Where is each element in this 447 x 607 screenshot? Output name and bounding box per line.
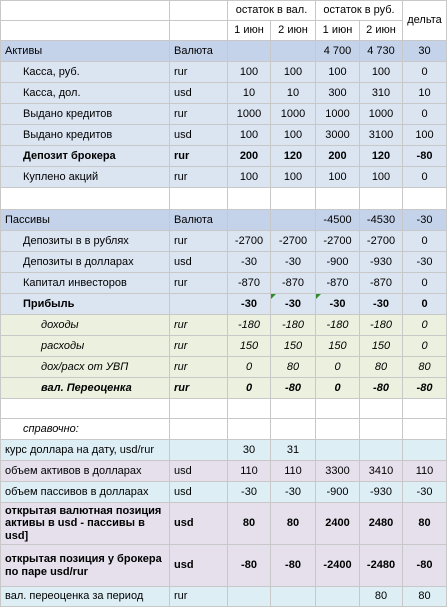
- table-row: Выдано кредитов usd 100 100 3000 3100 100: [1, 125, 447, 146]
- reference-header-row: [1, 419, 447, 440]
- header-date: 1 июн: [228, 21, 271, 41]
- table-row: Депозиты в в рублях rur -2700 -2700 -2700 -2700 0: [1, 231, 447, 252]
- table-row: вал. переоценка за период rur 80 80: [1, 587, 447, 607]
- table-row: курс доллара на дату, usd/rur 30 31: [1, 440, 447, 461]
- header-group-rub: остаток в руб.: [316, 1, 403, 21]
- table-row: расходы rur 150 150 150 150 0: [1, 336, 447, 357]
- spacer-row: [1, 399, 447, 419]
- header-date: 2 июн: [271, 21, 316, 41]
- table-row: Касса, дол. usd 10 10 300 310 10: [1, 83, 447, 104]
- table-row: Депозит брокера rur 200 120 200 120 -80: [1, 146, 447, 167]
- table-row: доходы rur -180 -180 -180 -180 0: [1, 315, 447, 336]
- table-row: объем активов в долларах usd 110 110 3300 3410 110: [1, 461, 447, 482]
- table-row: Куплено акций rur 100 100 100 100 0: [1, 167, 447, 188]
- table-row: объем пассивов в долларах usd -30 -30 -900 -930 -30: [1, 482, 447, 503]
- assets-header-row: Активы Валюта 4 700 4 730 30: [1, 41, 447, 62]
- table-row: Касса, руб. rur 100 100 100 100 0: [1, 62, 447, 83]
- table-row: Капитал инвесторов rur -870 -870 -870 -870 0: [1, 273, 447, 294]
- header-delta: дельта: [403, 1, 447, 41]
- table-row: вал. Переоценка rur 0 -80 0 -80 -80: [1, 378, 447, 399]
- corner-cell: [1, 1, 170, 21]
- table-row: открытая позиция у брокера по паре usd/rur usd -80 -80 -2400 -2480 -80: [1, 545, 447, 587]
- header-group-currency: остаток в вал.: [228, 1, 316, 21]
- reference-title: справочно:: [1, 419, 170, 440]
- table-row: открытая валютная позиция активы в usd - пассивы в usd] usd 80 80 2400 2480 80: [1, 503, 447, 545]
- currency-label: Валюта: [170, 41, 228, 62]
- liabilities-title: Пассивы: [1, 210, 170, 231]
- liabilities-header-row: Пассивы Валюта -4500 -4530 -30: [1, 210, 447, 231]
- table-row: Депозиты в долларах usd -30 -30 -900 -930 -30: [1, 252, 447, 273]
- assets-title: Активы: [1, 41, 170, 62]
- table-row: Выдано кредитов rur 1000 1000 1000 1000 0: [1, 104, 447, 125]
- table-row: дох/расх от УВП rur 0 80 0 80 80: [1, 357, 447, 378]
- header-date: 1 июн: [316, 21, 360, 41]
- spacer-row: [1, 188, 447, 210]
- header-date: 2 июн: [360, 21, 403, 41]
- currency-label: Валюта: [170, 210, 228, 231]
- profit-row: Прибыль -30 -30 -30 -30 0: [1, 294, 447, 315]
